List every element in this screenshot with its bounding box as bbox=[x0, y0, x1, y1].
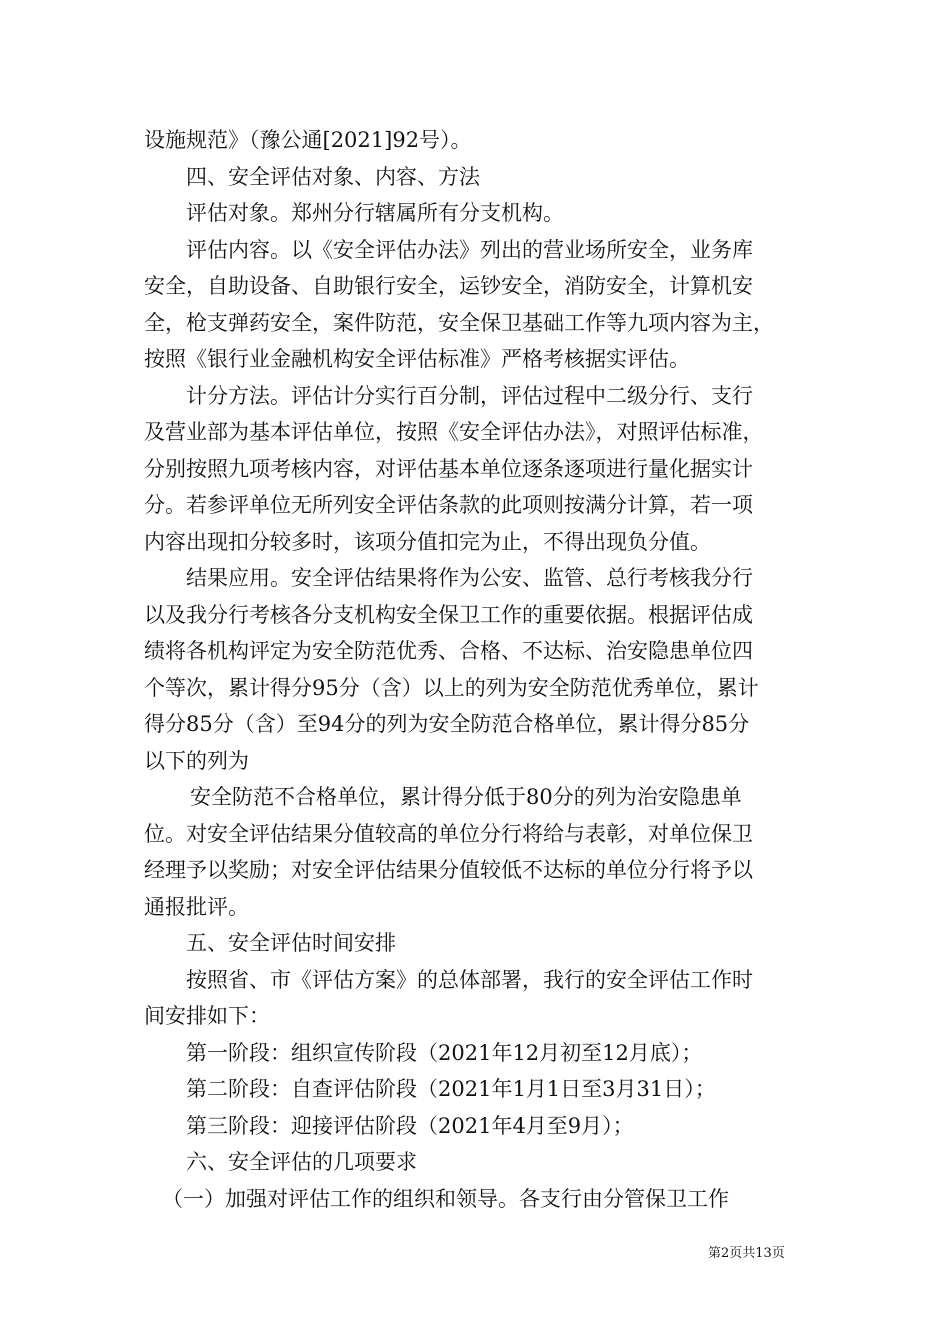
section-heading: 六、安全评估的几项要求 bbox=[186, 1150, 417, 1174]
text-line: 设施规范》（豫公通[2021]92号）。 bbox=[144, 128, 472, 152]
text-line: 结果应用。安全评估结果将作为公安、监管、总行考核我分行 bbox=[186, 566, 753, 590]
text-line: 分别按照九项考核内容，对评估基本单位逐条逐项进行量化据实计 bbox=[144, 456, 753, 481]
text-line: 评估内容。以《安全评估办法》列出的营业场所安全，业务库 bbox=[186, 237, 753, 262]
text-line: 得分85分（含）至94分的列为安全防范合格单位，累计得分85分 bbox=[144, 712, 750, 736]
text-line: 按照省、市《评估方案》的总体部署，我行的安全评估工作时 bbox=[186, 967, 753, 992]
text-line: 评估对象。郑州分行辖属所有分支机构。 bbox=[186, 201, 564, 225]
text-line: 及营业部为基本评估单位，按照《安全评估办法》，对照评估标准， bbox=[144, 420, 764, 444]
text-line: 个等次，累计得分95分（含）以上的列为安全防范优秀单位，累计 bbox=[144, 675, 759, 700]
text-line: 安全，自助设备、自助银行安全，运钞安全，消防安全，计算机安 bbox=[144, 274, 753, 298]
text-line: 第二阶段：自查评估阶段（2021年1月1日至3月31日）； bbox=[186, 1077, 716, 1101]
text-line: 按照《银行业金融机构安全评估标准》严格考核据实评估。 bbox=[144, 347, 690, 371]
text-line: 第三阶段：迎接评估阶段（2021年4月至9月）； bbox=[186, 1113, 634, 1138]
text-line: 第一阶段：组织宣传阶段（2021年12月初至12月底）； bbox=[186, 1040, 703, 1065]
page-number-footer: 第2页共13页 bbox=[708, 1246, 785, 1261]
text-line: 以下的列为 bbox=[144, 748, 249, 773]
text-line: （一）加强对评估工作的组织和领导。各支行由分管保卫工作 bbox=[162, 1186, 729, 1211]
section-heading: 四、安全评估对象、内容、方法 bbox=[186, 164, 480, 189]
text-line: 通报批评。 bbox=[144, 894, 249, 919]
text-line: 位。对安全评估结果分值较高的单位分行将给与表彰，对单位保卫 bbox=[144, 821, 753, 846]
text-line: 全，枪支弹药安全，案件防范，安全保卫基础工作等九项内容为主， bbox=[144, 310, 774, 335]
text-line: 分。若参评单位无所列安全评估条款的此项则按满分计算，若一项 bbox=[144, 493, 753, 517]
text-line: 计分方法。评估计分实行百分制，评估过程中二级分行、支行 bbox=[186, 383, 753, 408]
text-line: 安全防范不合格单位，累计得分低于80分的列为治安隐患单 bbox=[190, 785, 742, 809]
text-line: 内容出现扣分较多时，该项分值扣完为止，不得出现负分值。 bbox=[144, 529, 711, 554]
text-line: 经理予以奖励；对安全评估结果分值较低不达标的单位分行将予以 bbox=[144, 858, 753, 882]
body-text bbox=[144, 122, 808, 1217]
section-heading: 五、安全评估时间安排 bbox=[186, 931, 396, 955]
text-line: 间安排如下： bbox=[144, 1004, 270, 1028]
text-line: 以及我分行考核各分支机构安全保卫工作的重要依据。根据评估成 bbox=[144, 602, 753, 627]
text-line: 绩将各机构评定为安全防范优秀、合格、不达标、治安隐患单位四 bbox=[144, 639, 753, 663]
